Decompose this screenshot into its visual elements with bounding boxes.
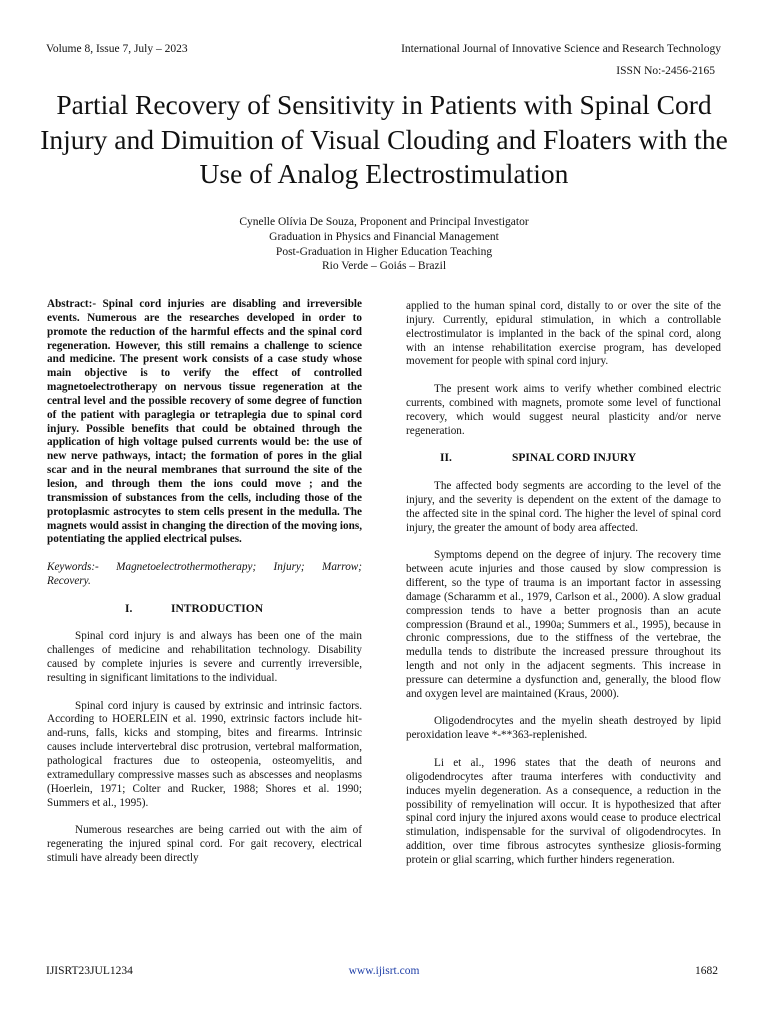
abstract: Abstract:- Spinal cord injuries are disabling and irreversible events. Numerous are the researches developed in order to promote the reduction of the harmful effects and the spinal cord regeneration. However, this still remains a challenge to science and medicine. The present work consists of a case study whose main objective is to verify the effect of controlled magnetoelectrotherapy on nervous tissue regeneration at the central level and the possible recovery of some degree of function of the patient with paraglegia or tetraplegia due to spinal cord injury. Possible benefits that could be obtained through the application of high voltage pulsed currents would be: the use of new nerve pathways, intact; the formation of pores in the glial scar and in the neural membranes that surround the site of the lesion, and through them the ions could move ; and the transmission of substances from the cells, including those of the protoplasmic astrocytes to stem cells present in the medulla. The magnets would assist in changing the direction of the moving ions, potentiating the applied electrical pulses. (47, 298, 362, 546)
author-line: Cynelle Olívia De Souza, Proponent and Principal Investigator (239, 216, 529, 228)
paragraph: Li et al., 1996 states that the death of neurons and oligodendrocytes after trauma interferes with conductivity and induces myelin degeneration. As a consequence, a reduction in the possibility of remyelination will occur. It is hypothesized that after spinal cord injury the injured axons would cease to produce electrical stimulation, indispensable for the survival of oligodendrocytes. In addition, over time fibrous astrocytes synthesize gliosis-forming protein or glial scarring, which further hinders regeneration. (406, 757, 721, 866)
page-number: 1682 (695, 965, 718, 977)
paragraph: Oligodendrocytes and the myelin sheath destroyed by lipid peroxidation leave *-**363-replenished. (406, 715, 721, 742)
paragraph-continuation: applied to the human spinal cord, distally to or over the site of the injury. Currently, epidural stimulation, in which a controllable electrostimulator is implanted in the back of the spinal cord, along with an intense rehabilitation exercise program, has developed movement for people with spinal cord injury. (406, 300, 721, 368)
paragraph: Spinal cord injury is caused by extrinsic and intrinsic factors. According to HOERLEIN et al. 1990, extrinsic factors include hit-and-runs, falls, kicks and stomping, bites and firearms. Intrinsic causes include intervertebral disc protrusion, vertebral malformation, pathological fractures due to osteopenia, osteomyelitis, and extramedullary compressive masses such as abscesses and neoplasms (Hoerlein, 1971; Colter and Rucker, 1988; Shores et al. 1990; Summers et al., 1995). (47, 699, 362, 809)
section-heading-introduction (47, 603, 362, 617)
paragraph: Symptoms depend on the degree of injury. The recovery time between acute injuries and those caused by slow compression is different, so the type of trauma is an important factor in assessing damage (Scharamm et al., 1979, Carlson et al., 2000). A slow gradual compression tends to have a better prognosis than an acute compression (Braund et al., 1990a; Summers et al., 1995), because in chronic compressions, due to the stiffness of the vertebrae, the medulla tends to distribute the increased pressure throughout its length and not only in the adjacent segments. This increase in pressure can determine a dysfunction and, generally, the blood flow and oxygen level are maintained (Kraus, 2000). (406, 549, 721, 700)
paragraph: The present work aims to verify whether combined electric currents, combined with magnets, promote some level of functional recovery, which would suggest neural plasticity and/or nerve regeneration. (406, 383, 721, 437)
author-line: Graduation in Physics and Financial Management (269, 230, 499, 243)
keywords: Keywords:- Magnetoelectrothermotherapy; Injury; Marrow; Recovery. (47, 561, 362, 587)
section-heading-spinal-cord-injury (406, 452, 721, 466)
left-column (47, 298, 362, 880)
section-title: SPINAL CORD INJURY (512, 452, 637, 465)
section-number: II. (440, 452, 452, 465)
paper-title: Partial Recovery of Sensitivity in Patients with Spinal Cord Injury and Dimuition of Visual Clouding and Floaters with the Use of Analog Electrostimulation (40, 89, 728, 189)
right-column (406, 300, 721, 882)
section-title: INTRODUCTION (171, 602, 264, 615)
author-block (0, 215, 768, 274)
author-line: Post-Graduation in Higher Education Teaching (275, 245, 493, 258)
paper-code: IJISRT23JUL1234 (46, 965, 133, 977)
paragraph: The affected body segments are according to the level of the injury, and the severity is dependent on the extent of the damage to the affected site in the spinal cord. The higher the level of spinal cord injury, the greater the amount of body area affected. (406, 480, 721, 534)
author-line: Rio Verde – Goiás – Brazil (321, 260, 447, 273)
section-number: I. (125, 602, 133, 615)
paragraph: Spinal cord injury is and always has been one of the main challenges of medicine and rehabilitation technology. Disability caused by complete injuries is severe and currently irreversible, resulting in significant limitations to the individual. (47, 630, 362, 684)
journal-name: International Journal of Innovative Science and Research Technology (401, 43, 721, 55)
journal-website-link[interactable]: www.ijisrt.com (348, 965, 420, 977)
paragraph: Numerous researches are being carried out with the aim of regenerating the injured spinal cord. For gait recovery, electrical stimuli have already been directly (47, 824, 362, 864)
volume-issue: Volume 8, Issue 7, July – 2023 (46, 43, 188, 55)
issn: ISSN No:-2456-2165 (616, 65, 715, 77)
